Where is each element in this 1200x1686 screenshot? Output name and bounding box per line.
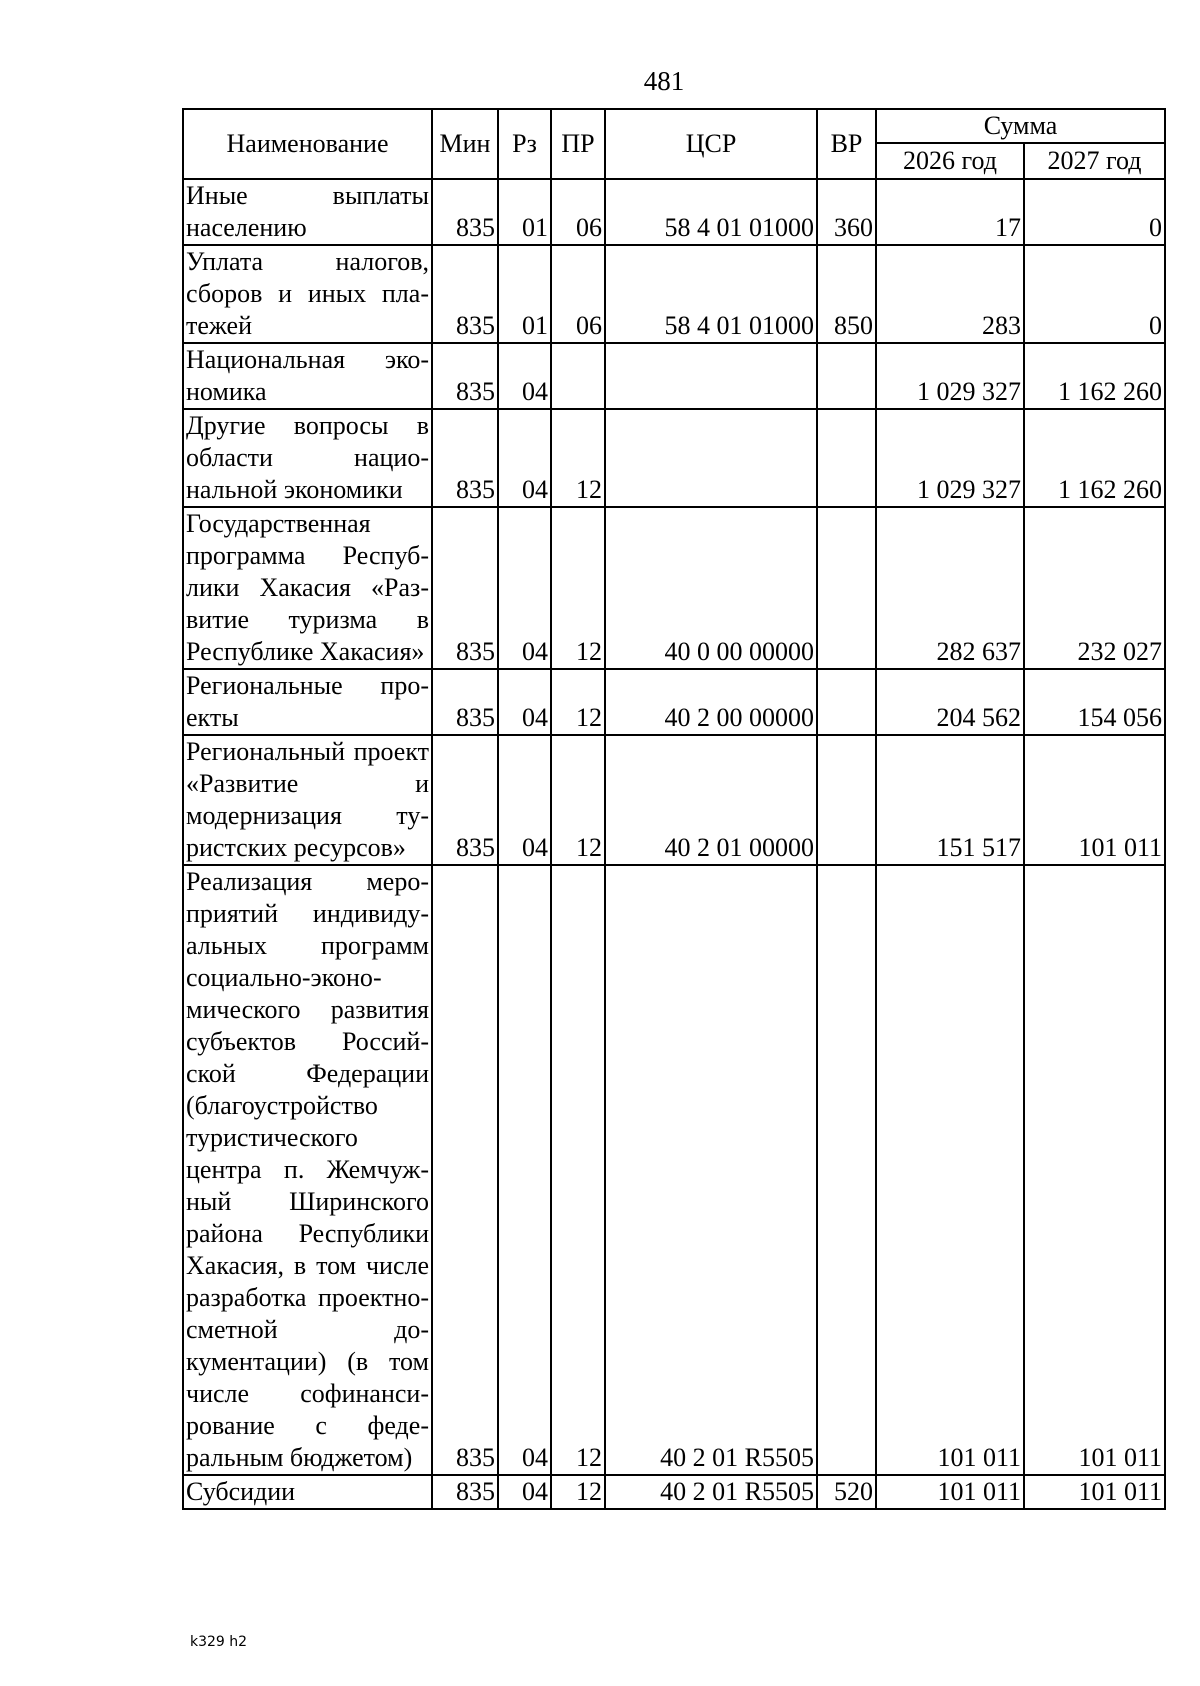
table-row (183, 1475, 1165, 1509)
row-amount-2027: 101 011 (1024, 1475, 1165, 1509)
row-vr (817, 507, 876, 669)
row-vr (817, 735, 876, 865)
row-rz: 04 (498, 1475, 551, 1509)
row-name: Государственная программа Республики Хакасия «Развитие туризма в Республике Хакасия» (183, 507, 432, 669)
row-pr (551, 343, 605, 409)
row-amount-2027: 154 056 (1024, 669, 1165, 735)
row-rz: 04 (498, 507, 551, 669)
header-year-2027: 2027 год (1024, 143, 1165, 179)
table-row (183, 735, 1165, 865)
row-amount-2026: 282 637 (876, 507, 1024, 669)
row-min: 835 (432, 865, 498, 1475)
row-min: 835 (432, 179, 498, 245)
row-csr: 58 4 01 01000 (605, 179, 817, 245)
row-amount-2026: 151 517 (876, 735, 1024, 865)
row-min: 835 (432, 1475, 498, 1509)
row-csr: 58 4 01 01000 (605, 245, 817, 343)
table-row (183, 669, 1165, 735)
header-row (183, 109, 1165, 143)
row-vr (817, 669, 876, 735)
table-row (183, 343, 1165, 409)
row-name: Иные выплаты населению (183, 179, 432, 245)
header-rz: Рз (498, 109, 551, 179)
row-vr (817, 409, 876, 507)
row-amount-2027: 101 011 (1024, 865, 1165, 1475)
footer-code: k329 h2 (190, 1634, 248, 1650)
row-pr: 06 (551, 179, 605, 245)
row-min: 835 (432, 735, 498, 865)
row-name: Уплата налогов, сборов и иных платежей (183, 245, 432, 343)
row-amount-2027: 232 027 (1024, 507, 1165, 669)
row-amount-2027: 1 162 260 (1024, 343, 1165, 409)
row-rz: 04 (498, 865, 551, 1475)
table-row (183, 179, 1165, 245)
row-rz: 04 (498, 409, 551, 507)
row-csr: 40 2 01 00000 (605, 735, 817, 865)
row-rz: 04 (498, 343, 551, 409)
row-min: 835 (432, 343, 498, 409)
header-min: Мин (432, 109, 498, 179)
row-pr: 12 (551, 409, 605, 507)
row-amount-2027: 0 (1024, 179, 1165, 245)
table-row (183, 245, 1165, 343)
row-rz: 01 (498, 179, 551, 245)
row-csr: 40 2 01 R5505 (605, 865, 817, 1475)
table-row (183, 865, 1165, 1475)
row-name: Реализация мероприятий индивидуальных программ социально-экономического развития субъектов Российской Федерации (благоустройство туристического центра п. Жемчужный Ширинского района Республики Хакасия, в том числе разработка проектно-сметной документации) (в том числе софинансирование с федеральным бюджетом) (183, 865, 432, 1475)
row-amount-2026: 101 011 (876, 865, 1024, 1475)
row-pr: 12 (551, 669, 605, 735)
budget-table (182, 108, 1166, 1510)
row-rz: 04 (498, 735, 551, 865)
row-amount-2026: 204 562 (876, 669, 1024, 735)
row-min: 835 (432, 507, 498, 669)
row-amount-2026: 1 029 327 (876, 343, 1024, 409)
row-pr: 12 (551, 735, 605, 865)
header-pr: ПР (551, 109, 605, 179)
header-csr: ЦСР (605, 109, 817, 179)
row-vr (817, 343, 876, 409)
row-amount-2027: 101 011 (1024, 735, 1165, 865)
row-pr: 12 (551, 865, 605, 1475)
row-vr: 520 (817, 1475, 876, 1509)
row-name: Субсидии (183, 1475, 432, 1509)
row-min: 835 (432, 409, 498, 507)
row-min: 835 (432, 669, 498, 735)
row-name: Национальная экономика (183, 343, 432, 409)
row-pr: 06 (551, 245, 605, 343)
row-csr: 40 2 01 R5505 (605, 1475, 817, 1509)
row-csr: 40 0 00 00000 (605, 507, 817, 669)
row-amount-2027: 1 162 260 (1024, 409, 1165, 507)
row-pr: 12 (551, 1475, 605, 1509)
row-csr (605, 409, 817, 507)
header-name: Наименование (183, 109, 432, 179)
row-name: Другие вопросы в области национальной экономики (183, 409, 432, 507)
row-min: 835 (432, 245, 498, 343)
row-vr: 360 (817, 179, 876, 245)
row-csr: 40 2 00 00000 (605, 669, 817, 735)
table-row (183, 507, 1165, 669)
table-body (183, 179, 1165, 1509)
row-amount-2026: 101 011 (876, 1475, 1024, 1509)
row-csr (605, 343, 817, 409)
row-rz: 01 (498, 245, 551, 343)
row-vr: 850 (817, 245, 876, 343)
page-number: 481 (643, 66, 685, 96)
row-name: Региональный проект «Развитие и модернизация туристских ресурсов» (183, 735, 432, 865)
row-pr: 12 (551, 507, 605, 669)
row-name: Региональные проекты (183, 669, 432, 735)
header-year-2026: 2026 год (876, 143, 1024, 179)
table-row (183, 409, 1165, 507)
row-amount-2026: 17 (876, 179, 1024, 245)
row-amount-2026: 1 029 327 (876, 409, 1024, 507)
header-vr: ВР (817, 109, 876, 179)
row-amount-2027: 0 (1024, 245, 1165, 343)
row-rz: 04 (498, 669, 551, 735)
row-amount-2026: 283 (876, 245, 1024, 343)
row-vr (817, 865, 876, 1475)
header-sum: Сумма (876, 109, 1165, 143)
